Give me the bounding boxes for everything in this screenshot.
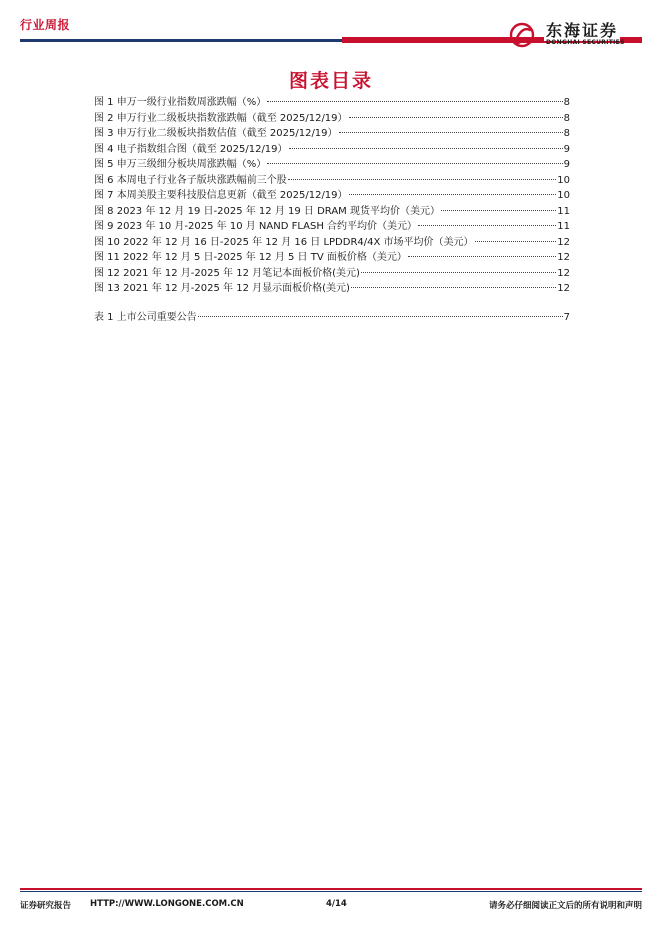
toc-leader-dots	[418, 225, 556, 226]
toc-entry-page: 9	[563, 143, 570, 155]
header-rule-navy	[20, 39, 342, 42]
toc-entry-page: 9	[563, 159, 570, 170]
list-separator	[94, 297, 570, 310]
toc-entry[interactable]	[94, 173, 570, 189]
toc-entry-page: 11	[557, 221, 570, 232]
toc-entry-page: 12	[557, 252, 570, 263]
toc-entry[interactable]	[94, 281, 570, 297]
toc-entry[interactable]	[94, 235, 570, 251]
toc-entry-label: 图 4 电子指数组合图（截至 2025/12/19）	[94, 143, 288, 155]
toc-entry[interactable]	[94, 310, 570, 326]
footer-url-link[interactable]: HTTP://WWW.LONGONE.COM.CN	[90, 899, 244, 909]
toc-entry-label: 图 2 申万行业二级板块指数涨跌幅（截至 2025/12/19）	[94, 112, 348, 124]
toc-entry-label: 图 7 本周美股主要科技股信息更新（截至 2025/12/19）	[94, 190, 348, 201]
donghai-logo-icon	[508, 20, 538, 50]
footer-report-type: 证券研究报告	[20, 901, 72, 911]
logo-chinese-name: 东海证券	[544, 18, 620, 41]
toc-entry-label: 图 9 2023 年 10 月-2025 年 10 月 NAND FLASH 合约平均价（美元）	[94, 221, 418, 232]
toc-entry-page: 7	[563, 311, 570, 323]
toc-entry[interactable]	[94, 95, 570, 111]
figure-list	[94, 95, 570, 297]
toc-leader-dots	[361, 272, 556, 273]
toc-entry-label: 图 8 2023 年 12 月 19 日-2025 年 12 月 19 日 DRAM 现货平均价（美元）	[94, 205, 440, 217]
toc-entry-label: 表 1 上市公司重要公告	[94, 311, 197, 323]
toc-entry[interactable]	[94, 111, 570, 127]
logo-english-name: DONGHAI SECURITIES	[546, 39, 625, 46]
toc-entry-label: 图 12 2021 年 12 月-2025 年 12 月笔记本面板价格(美元)	[94, 267, 360, 279]
toc-entry[interactable]	[94, 250, 570, 266]
toc-entry-label: 图 6 本周电子行业各子版块涨跌幅前三个股	[94, 174, 287, 186]
toc-entry-page: 8	[563, 112, 570, 124]
toc-entry[interactable]	[94, 188, 570, 204]
footer-disclaimer: 请务必仔细阅读正文后的所有说明和声明	[488, 901, 642, 911]
toc-entry-page: 12	[557, 236, 570, 248]
toc-leader-dots	[349, 117, 563, 118]
table-list	[94, 310, 570, 326]
toc-leader-dots	[198, 316, 563, 317]
toc-entry-label: 图 13 2021 年 12 月-2025 年 12 月显示面板价格(美元)	[94, 283, 350, 294]
toc-entry[interactable]	[94, 142, 570, 158]
page-footer	[20, 899, 642, 913]
toc-leader-dots	[339, 132, 563, 133]
toc-entry-page: 8	[563, 97, 570, 108]
company-logo	[508, 18, 648, 52]
toc-entry-label: 图 10 2022 年 12 月 16 日-2025 年 12 月 16 日 LPDDR4/4X 市场平均价（美元）	[94, 236, 474, 248]
toc-entry-page: 10	[557, 174, 570, 186]
page-title: 图表目录	[288, 70, 373, 92]
toc-leader-dots	[288, 179, 557, 180]
footer-rule-navy	[20, 891, 642, 892]
toc-leader-dots	[475, 241, 557, 242]
toc-entry[interactable]	[94, 219, 570, 235]
toc-leader-dots	[267, 101, 562, 102]
toc-leader-dots	[408, 256, 556, 257]
toc-leader-dots	[441, 210, 556, 211]
toc-entry-label: 图 11 2022 年 12 月 5 日-2025 年 12 月 5 日 TV 面板价格（美元）	[94, 252, 407, 263]
footer-rule-red	[20, 888, 642, 890]
toc-leader-dots	[351, 287, 556, 288]
toc-entry-page: 12	[557, 283, 570, 294]
toc-entry-label: 图 3 申万行业二级板块指数估值（截至 2025/12/19）	[94, 128, 338, 139]
toc-entry[interactable]	[94, 266, 570, 282]
toc-leader-dots	[289, 148, 563, 149]
toc-entry[interactable]	[94, 157, 570, 173]
toc-entry-page: 10	[557, 190, 570, 201]
toc-entry-page: 8	[563, 128, 570, 139]
section-label: 行业周报	[20, 18, 71, 32]
toc-entry[interactable]	[94, 204, 570, 220]
toc-entry-page: 12	[557, 267, 570, 279]
toc-entry-label: 图 1 申万一级行业指数周涨跌幅（%）	[94, 97, 267, 108]
toc-leader-dots	[349, 194, 557, 195]
table-of-figures	[94, 95, 570, 325]
toc-entry-label: 图 5 申万三级细分板块周涨跌幅（%）	[94, 159, 267, 170]
toc-entry[interactable]	[94, 126, 570, 142]
footer-page-number: 4/14	[326, 899, 347, 909]
toc-entry-page: 11	[557, 205, 570, 217]
toc-leader-dots	[267, 163, 562, 164]
